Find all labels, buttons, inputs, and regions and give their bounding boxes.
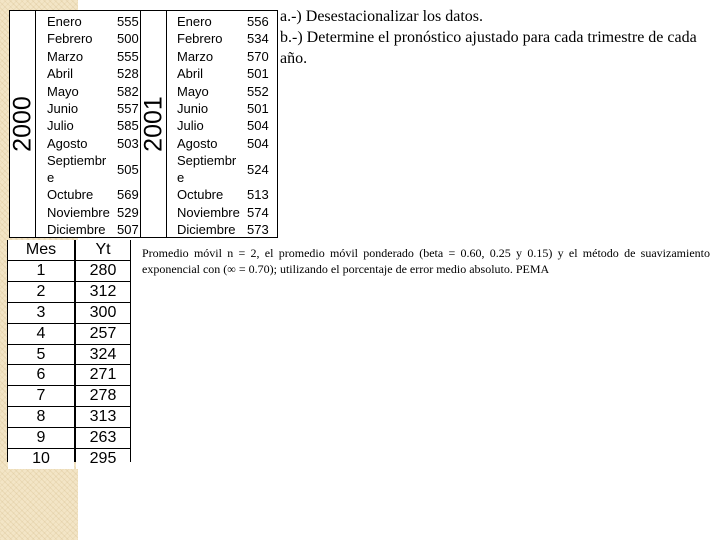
yt-cell: 257 (76, 323, 130, 344)
table-row (177, 135, 273, 152)
month-name: Junio (47, 101, 79, 117)
month-value: 534 (247, 31, 269, 47)
year-2001-label (141, 11, 167, 237)
month-value: 582 (117, 83, 139, 99)
month-value: 556 (247, 14, 269, 29)
month-name (47, 152, 117, 186)
table-row (47, 100, 143, 117)
mes-cell: 6 (8, 365, 74, 386)
yt-cell: 313 (76, 407, 130, 428)
year-2000-months (47, 13, 143, 238)
year-2000-label (10, 11, 36, 237)
month-name: Marzo (177, 48, 214, 64)
method-note: Promedio móvil n = 2, el promedio móvil ponderado (beta = 0.60, 0.25 y 0.15) y el método de suavizamiento exponencial con (∞ = 0.70); utilizando el porcentaje de error medio absoluto. PEMA (142, 246, 710, 276)
month-name: Enero (47, 14, 82, 29)
table-row (47, 65, 143, 82)
table-row (47, 48, 143, 65)
yt-cell: 278 (76, 386, 130, 407)
month-value: 574 (247, 204, 269, 220)
month-name (177, 152, 247, 186)
table-row (177, 48, 273, 65)
month-name: Noviembre (47, 204, 110, 220)
month-value: 529 (117, 204, 139, 220)
month-name: Junio (177, 101, 209, 117)
month-value: 513 (247, 187, 269, 203)
table-row (47, 117, 143, 134)
month-value: 500 (117, 31, 139, 47)
year-2000-text: 2000 (8, 96, 36, 152)
month-value: 504 (247, 118, 269, 134)
table-row (47, 13, 143, 30)
month-name: Noviembre (177, 204, 240, 220)
mes-cell: 3 (8, 302, 74, 323)
month-value: 504 (247, 135, 269, 151)
mes-cell: 4 (8, 323, 74, 344)
month-value: 552 (247, 83, 269, 99)
table-row (47, 204, 143, 221)
table-row (177, 83, 273, 100)
month-name: Mayo (177, 83, 209, 99)
table-row (177, 186, 273, 203)
yt-cell: 300 (76, 302, 130, 323)
mes-cell: 1 (8, 260, 74, 281)
year-2001-months (177, 13, 273, 238)
month-name: Abril (177, 66, 204, 82)
table-row (177, 152, 273, 186)
month-value: 503 (117, 135, 139, 151)
month-value: 524 (247, 161, 269, 177)
month-value: 585 (117, 118, 139, 134)
month-value: 557 (117, 101, 139, 117)
month-name: Mayo (47, 83, 79, 99)
month-value: 555 (117, 48, 139, 64)
yt-cell: 295 (76, 449, 130, 469)
month-name-text: Septiembre (47, 153, 107, 186)
table-row (177, 30, 273, 47)
month-name: Febrero (177, 31, 223, 47)
yt-cell: 271 (76, 365, 130, 386)
month-name: Diciembre (177, 222, 236, 238)
year-2000-table (9, 10, 147, 238)
table-row (177, 117, 273, 134)
table-row (177, 204, 273, 221)
questions (280, 6, 710, 69)
month-value: 573 (247, 222, 269, 238)
table-row (47, 30, 143, 47)
month-value: 569 (117, 187, 139, 203)
month-name: Abril (47, 66, 74, 82)
yt-column (76, 240, 130, 469)
month-name: Diciembre (47, 222, 106, 238)
question-b: b.-) Determine el pronóstico ajustado para cada trimestre de cada año. (280, 29, 697, 67)
month-value: 528 (117, 66, 139, 82)
month-name: Agosto (47, 135, 88, 151)
month-name: Enero (177, 14, 212, 29)
month-name: Octubre (177, 187, 224, 203)
mes-column (8, 240, 74, 469)
month-name: Agosto (177, 135, 218, 151)
month-name: Octubre (47, 187, 94, 203)
month-value: 501 (247, 66, 269, 82)
table-row (177, 65, 273, 82)
table-row (177, 100, 273, 117)
mes-cell: 9 (8, 428, 74, 449)
mes-cell: 10 (8, 449, 74, 469)
yt-header: Yt (95, 241, 111, 258)
question-a: a.-) Desestacionalizar los datos. (280, 8, 484, 25)
mes-cell: 7 (8, 386, 74, 407)
yt-cell: 263 (76, 428, 130, 449)
month-value: 501 (247, 101, 269, 117)
table-row (177, 13, 273, 30)
month-name: Febrero (47, 31, 93, 47)
table-row (47, 152, 143, 186)
table-row (47, 186, 143, 203)
mes-cell: 2 (8, 281, 74, 302)
month-value: 507 (117, 222, 139, 238)
table-row (47, 83, 143, 100)
month-value: 505 (117, 161, 139, 177)
month-value: 570 (247, 48, 269, 64)
yt-cell: 280 (76, 260, 130, 281)
mes-header: Mes (25, 241, 57, 258)
month-name: Julio (177, 118, 204, 134)
yt-cell: 312 (76, 281, 130, 302)
year-2001-text: 2001 (139, 96, 167, 152)
month-value: 555 (117, 14, 139, 29)
month-name: Marzo (47, 48, 84, 64)
mes-cell: 8 (8, 407, 74, 428)
mes-cell: 5 (8, 344, 74, 365)
year-2001-table (140, 10, 278, 238)
table-row (47, 221, 143, 238)
yt-cell: 324 (76, 344, 130, 365)
table-row (47, 135, 143, 152)
month-name: Julio (47, 118, 74, 134)
table-row (177, 221, 273, 238)
month-name-text: Septiembre (177, 153, 237, 186)
